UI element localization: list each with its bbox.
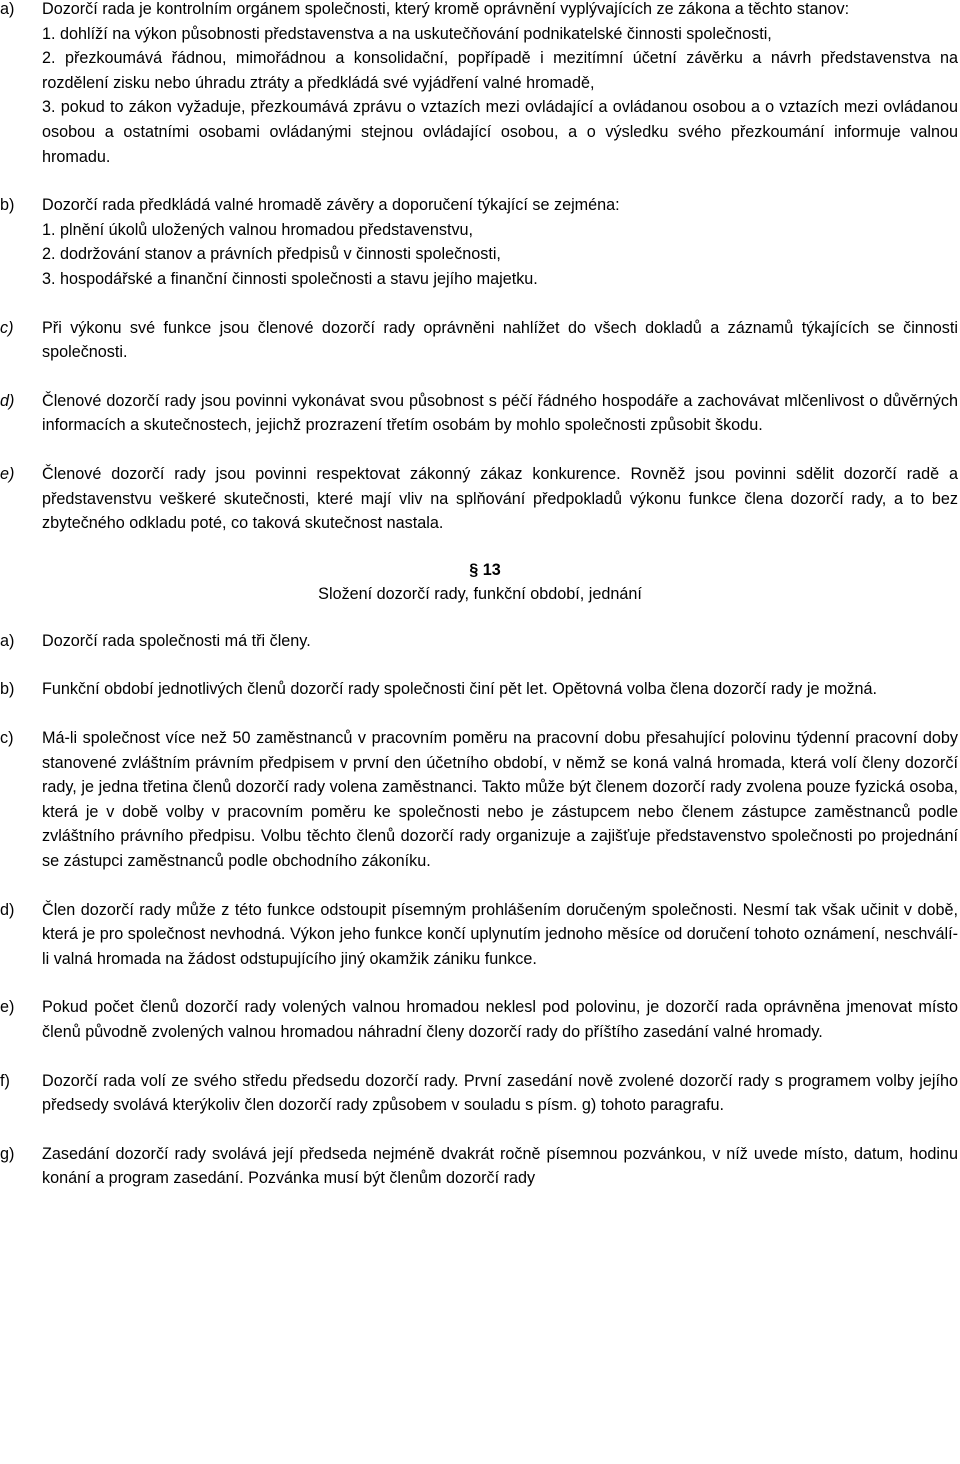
clause-text: Funkční období jednotlivých členů dozorčí rady společnosti činí pět let. Opětovná volba člena dozorčí rady je možná.	[42, 680, 878, 699]
clause-letter: g)	[0, 1144, 15, 1163]
clause-intro: Dozorčí rada předkládá valné hromadě závěry a doporučení týkající se zejména:	[42, 196, 620, 215]
clause-letter: b)	[0, 196, 15, 215]
section-number	[0, 558, 960, 583]
clause-text: Člen dozorčí rady může z této funkce odstoupit písemným prohlášením doručeným společnosti. Nesmí tak však učinit v době, která je pro společnost nevhodná. Výkon jeho funkce končí uplynutím jednoho měsíce od doručení tohoto oznámení, neschválí-li valná hromada na žádost odstupujícího jiný okamžik zániku funkce.	[42, 900, 958, 968]
clause-text: Pokud počet členů dozorčí rady volených valnou hromadou neklesl pod polovinu, je dozorčí rada oprávněna jmenovat místo členů původně zvolených valnou hromadou náhradní členy dozorčí rady do příštího zasedání valné hromady.	[42, 998, 958, 1041]
clause-letter: d)	[0, 391, 15, 410]
list-item: 1. dohlíží na výkon působnosti představenstva a na uskutečňování podnikatelské činnosti společnosti,	[42, 24, 772, 43]
clause-c-top	[0, 316, 958, 365]
clause-letter: c)	[0, 318, 14, 337]
list-item: 3. hospodářské a finanční činnosti společnosti a stavu jejího majetku.	[42, 269, 538, 288]
list-item: 2. dodržování stanov a právních předpisů v činnosti společnosti,	[42, 245, 501, 264]
clause-letter: a)	[0, 0, 15, 18]
clause-letter: b)	[0, 680, 15, 699]
clause-intro: Dozorčí rada je kontrolním orgánem společnosti, který kromě oprávnění vyplývajících ze zákona a těchto stanov:	[42, 0, 850, 18]
clause-letter: f)	[0, 1071, 10, 1090]
clause-a	[0, 629, 958, 654]
clause-a-top	[0, 0, 958, 169]
clause-text: Má-li společnost více než 50 zaměstnanců v pracovním poměru na pracovní dobu přesahující polovinu týdenní pracovní doby stanovené zvláštním právním předpisem v první den účetního období, v němž se koná valná hromada, která volí členy dozorčí rady, je jedna třetina členů dozorčí rady volena zaměstnanci. Takto může být členem dozorčí rady zvolena pouze fyzická osoba, která je v době volby v pracovním poměru ke společnosti nebo je zástupcem nebo členem zástupce zaměstnanců podle zvláštního právního předpisu. Volbu těchto členů dozorčí rady organizuje a zajišťuje představenstvo společnosti po projednání se zástupci zaměstnanců podle obchodního zákoníku.	[42, 729, 958, 871]
section-heading	[0, 558, 960, 607]
clause-c	[0, 726, 958, 874]
clause-letter: e)	[0, 998, 15, 1017]
clause-text: Dozorčí rada společnosti má tři členy.	[42, 631, 311, 650]
section-title: Složení dozorčí rady, funkční období, jednání	[318, 585, 642, 604]
clause-letter: d)	[0, 900, 15, 919]
clause-d-top	[0, 389, 958, 438]
clause-letter: e)	[0, 464, 15, 483]
clause-f	[0, 1069, 958, 1118]
clause-letter: a)	[0, 631, 15, 650]
clause-text: Členové dozorčí rady jsou povinni respektovat zákonný zákaz konkurence. Rovněž jsou povinni sdělit dozorčí radě a představenstvu veškeré skutečnosti, které mají vliv na splňování předpokladů výkonu funkce člena dozorčí rady, a to bez zbytečného odkladu poté, co taková skutečnost nastala.	[42, 464, 958, 533]
list-item: 1. plnění úkolů uložených valnou hromadou představenstvu,	[42, 220, 474, 239]
list-item: 2. přezkoumává řádnou, mimořádnou a konsolidační, popřípadě i mezitímní účetní závěrku a návrh představenstva na rozdělení zisku nebo úhradu ztráty a předkládá své vyjádření valné hromadě,	[42, 49, 958, 92]
clause-d	[0, 898, 958, 972]
clause-letter: c)	[0, 729, 14, 748]
section-number-value: 13	[482, 560, 501, 579]
clause-text: Při výkonu své funkce jsou členové dozorčí rady oprávněni nahlížet do všech dokladů a záznamů týkajících se činnosti společnosti.	[42, 318, 958, 362]
clause-text: Členové dozorčí rady jsou povinni vykonávat svou působnost s péčí řádného hospodáře a zachovávat mlčenlivost o důvěrných informacích a skutečnostech, jejichž prozrazení třetím osobám by mohlo společnosti způsobit škodu.	[42, 391, 958, 435]
clause-g	[0, 1142, 958, 1191]
clause-text: Zasedání dozorčí rady svolává její předseda nejméně dvakrát ročně písemnou pozvánkou, v níž uvede místo, datum, hodinu konání a program zasedání. Pozvánka musí být členům dozorčí rady	[42, 1144, 958, 1188]
clause-e-top	[0, 462, 958, 536]
clause-e	[0, 995, 958, 1044]
section-sign: §	[469, 560, 479, 579]
clause-text: Dozorčí rada volí ze svého středu předsedu dozorčí rady. První zasedání nově zvolené dozorčí rady s programem volby jejího předsedy svolává kterýkoliv člen dozorčí rady způsobem v souladu s písm. g) tohoto paragrafu.	[42, 1071, 958, 1115]
clause-b-top	[0, 193, 958, 291]
clause-b	[0, 677, 958, 702]
list-item: 3. pokud to zákon vyžaduje, přezkoumává zprávu o vztazích mezi ovládající a ovládanou osobou a o vztazích mezi ovládanou osobou a ostatními osobami ovládanými stejnou ovládající osobou, a o výsledku svého přezkoumání informuje valnou hromadu.	[42, 98, 958, 166]
